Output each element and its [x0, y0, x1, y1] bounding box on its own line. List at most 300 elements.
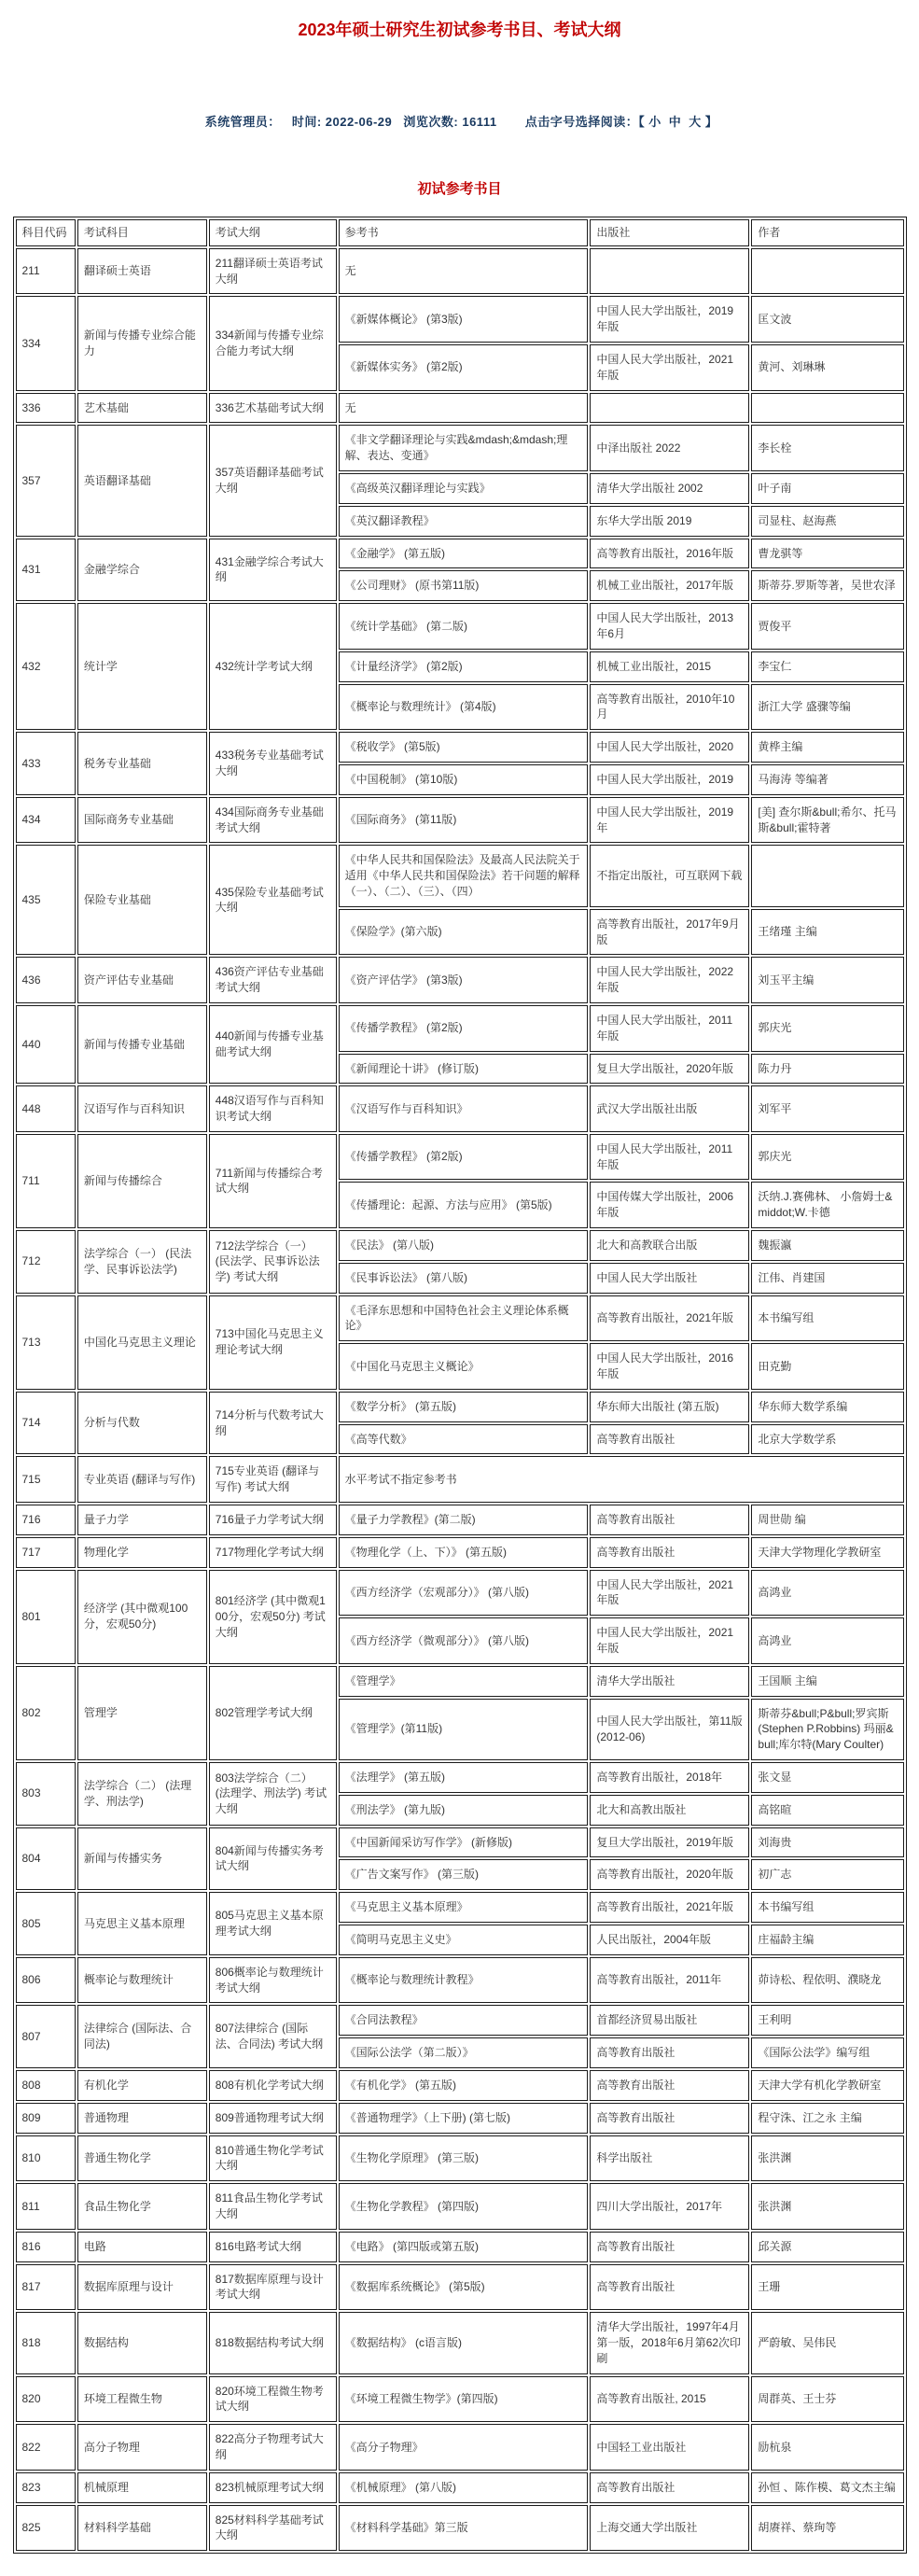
booklist-table-body: [16, 248, 904, 2551]
header-subject-code: 科目代码: [16, 219, 76, 246]
author-cell: 浙江大学 盛骤等编: [751, 684, 903, 731]
publisher-cell: 科学出版社: [590, 2135, 749, 2182]
book-title-cell: 《计量经济学》 (第2版): [339, 651, 589, 682]
subject-code-cell: 334: [16, 296, 76, 390]
font-size-large-link[interactable]: 大: [689, 115, 702, 129]
syllabus-cell: 716量子力学考试大纲: [209, 1505, 337, 1535]
exam-subject-cell: 高分子物理: [77, 2424, 207, 2471]
book-title-cell: 《毛泽东思想和中国特色社会主义理论体系概论》: [339, 1295, 589, 1342]
subject-code-cell: 336: [16, 393, 76, 424]
author-cell: 初广志: [751, 1859, 903, 1890]
table-row: [16, 2183, 904, 2230]
book-title-cell: 《量子力学教程》(第二版): [339, 1505, 589, 1535]
meta-line: [0, 112, 919, 130]
author-cell: 斯蒂芬&bull;P&bull;罗宾斯(Stephen P.Robbins) 玛丽&bull;库尔特(Mary Coulter): [751, 1699, 903, 1760]
syllabus-cell: 440新闻与传播专业基础考试大纲: [209, 1005, 337, 1084]
publisher-cell: 中国轻工业出版社: [590, 2424, 749, 2471]
subject-code-cell: 436: [16, 957, 76, 1003]
syllabus-cell: 822高分子物理考试大纲: [209, 2424, 337, 2471]
publisher-cell: 中国人民大学出版社，第11版(2012-06): [590, 1699, 749, 1760]
exam-subject-cell: 税务专业基础: [77, 732, 207, 795]
table-row: [16, 248, 904, 295]
exam-subject-cell: 汉语写作与百科知识: [77, 1085, 207, 1132]
syllabus-cell: 715专业英语 (翻译与写作) 考试大纲: [209, 1456, 337, 1503]
author-cell: 斯蒂芬.罗斯等著，吴世农泽: [751, 570, 903, 601]
publisher-cell: 高等教育出版社: [590, 2472, 749, 2503]
subject-code-cell: 817: [16, 2264, 76, 2311]
header-syllabus: 考试大纲: [209, 219, 337, 246]
author-cell: 陈力丹: [751, 1054, 903, 1085]
publisher-cell: 北大和高教联合出版: [590, 1230, 749, 1261]
table-row: [16, 2070, 904, 2101]
author-cell: 田克勤: [751, 1343, 903, 1390]
publisher-cell: 华东师大出版社 (第五版): [590, 1392, 749, 1422]
syllabus-cell: 804新闻与传播实务考试大纲: [209, 1827, 337, 1891]
publisher-cell: 机械工业出版社，2015: [590, 651, 749, 682]
author-cell: 叶子南: [751, 473, 903, 504]
exam-subject-cell: 机械原理: [77, 2472, 207, 2503]
subject-code-cell: 823: [16, 2472, 76, 2503]
syllabus-cell: 803法学综合（二） (法理学、刑法学) 考试大纲: [209, 1762, 337, 1826]
subject-code-cell: 716: [16, 1505, 76, 1535]
exam-subject-cell: 普通生物化学: [77, 2135, 207, 2182]
exam-subject-cell: 艺术基础: [77, 393, 207, 424]
exam-subject-cell: 法学综合（一） (民法学、民事诉讼法学): [77, 1230, 207, 1294]
syllabus-cell: 334新闻与传播专业综合能力考试大纲: [209, 296, 337, 390]
font-size-medium-link[interactable]: 中: [668, 115, 682, 129]
exam-subject-cell: 新闻与传播专业综合能力: [77, 296, 207, 390]
table-row: [16, 539, 904, 569]
section-title: 初试参考书目: [417, 181, 502, 197]
author-cell: 王利明: [751, 2005, 903, 2036]
author-cell: 王珊: [751, 2264, 903, 2311]
author-cell: 严蔚敏、吴伟民: [751, 2312, 903, 2373]
book-title-cell: 《概率论与数理统计》 (第4版): [339, 684, 589, 731]
author-cell: 本书编写组: [751, 1295, 903, 1342]
syllabus-cell: 714分析与代数考试大纲: [209, 1392, 337, 1455]
book-title-cell: 《管理学》(第11版): [339, 1699, 589, 1760]
publisher-cell: 中国人民大学出版社，2020: [590, 732, 749, 763]
publisher-cell: 高等教育出版社，2018年: [590, 1762, 749, 1793]
table-row: [16, 1085, 904, 1132]
subject-code-cell: 805: [16, 1892, 76, 1955]
publisher-cell: 高等教育出版社: [590, 2264, 749, 2311]
book-title-cell: 《西方经济学（宏观部分）》 (第八版): [339, 1570, 589, 1617]
book-title-cell: 水平考试不指定参考书: [339, 1456, 904, 1503]
book-title-cell: 《中国税制》 (第10版): [339, 764, 589, 795]
publisher-cell: 中国传媒大学出版社，2006年版: [590, 1182, 749, 1228]
book-title-cell: 《法理学》 (第五版): [339, 1762, 589, 1793]
publisher-cell: [590, 248, 749, 295]
author-cell: 魏振瀛: [751, 1230, 903, 1261]
book-title-cell: 《传播学教程》 (第2版): [339, 1005, 589, 1052]
exam-subject-cell: 电路: [77, 2232, 207, 2262]
exam-subject-cell: 量子力学: [77, 1505, 207, 1535]
table-header-row: [16, 219, 904, 246]
syllabus-cell: 801经济学 (其中微观100分，宏观50分) 考试大纲: [209, 1570, 337, 1664]
book-title-cell: 《普通物理学》（上下册) (第七版): [339, 2103, 589, 2134]
subject-code-cell: 433: [16, 732, 76, 795]
subject-code-cell: 809: [16, 2103, 76, 2134]
exam-subject-cell: 食品生物化学: [77, 2183, 207, 2230]
meta-bracket-close: 】: [704, 115, 718, 129]
syllabus-cell: 806概率论与数理统计考试大纲: [209, 1957, 337, 2004]
subject-code-cell: 801: [16, 1570, 76, 1664]
author-cell: 胡赓祥、蔡珣等: [751, 2505, 903, 2552]
syllabus-cell: 436资产评估专业基础考试大纲: [209, 957, 337, 1003]
book-title-cell: 《机械原理》 (第八版): [339, 2472, 589, 2503]
exam-subject-cell: 物理化学: [77, 1537, 207, 1568]
syllabus-cell: 811食品生物化学考试大纲: [209, 2183, 337, 2230]
author-cell: 天津大学物理化学教研室: [751, 1537, 903, 1568]
exam-subject-cell: 英语翻译基础: [77, 425, 207, 536]
book-title-cell: 《金融学》 (第五版): [339, 539, 589, 569]
book-title-cell: 《高级英汉翻译理论与实践》: [339, 473, 589, 504]
publisher-cell: 高等教育出版社: [590, 1424, 749, 1455]
publisher-cell: 清华大学出版社，1997年4月第一版，2018年6月第62次印刷: [590, 2312, 749, 2373]
publisher-cell: 中国人民大学出版社，2019年版: [590, 296, 749, 343]
publisher-cell: 北大和高教出版社: [590, 1795, 749, 1826]
table-row: [16, 2424, 904, 2471]
syllabus-cell: 433税务专业基础考试大纲: [209, 732, 337, 795]
author-cell: 华东师大数学系编: [751, 1392, 903, 1422]
table-row: [16, 1827, 904, 1858]
subject-code-cell: 357: [16, 425, 76, 536]
book-title-cell: 《简明马克思主义史》: [339, 1925, 589, 1955]
syllabus-cell: 810普通生物化学考试大纲: [209, 2135, 337, 2182]
table-row: [16, 2376, 904, 2423]
author-cell: 沃纳.J.赛佛林、 小詹姆士&middot;W.卡德: [751, 1182, 903, 1228]
publisher-cell: 中国人民大学出版社，2021年版: [590, 1617, 749, 1664]
author-cell: 王国顺 主编: [751, 1666, 903, 1697]
author-cell: 曹龙骐等: [751, 539, 903, 569]
author-cell: 本书编写组: [751, 1892, 903, 1923]
author-cell: 刘海贵: [751, 1827, 903, 1858]
syllabus-cell: 211翻译硕士英语考试大纲: [209, 248, 337, 295]
exam-subject-cell: 材料科学基础: [77, 2505, 207, 2552]
table-row: [16, 425, 904, 471]
author-cell: [美] 查尔斯&bull;希尔、托马斯&bull;霍特著: [751, 797, 903, 844]
publisher-cell: 中国人民大学出版社，2016年版: [590, 1343, 749, 1390]
publisher-cell: 机械工业出版社，2017年版: [590, 570, 749, 601]
author-cell: 《国际公法学》编写组: [751, 2037, 903, 2068]
publisher-cell: 中国人民大学出版社，2021年版: [590, 1570, 749, 1617]
table-row: [16, 732, 904, 763]
meta-font-size-label: 点击字号选择阅读：: [524, 115, 639, 129]
author-cell: 孙恒 、陈作模、葛文杰主编: [751, 2472, 903, 2503]
author-cell: 张洪渊: [751, 2135, 903, 2182]
exam-subject-cell: 专业英语 (翻译与写作): [77, 1456, 207, 1503]
author-cell: 周群英、王士芬: [751, 2376, 903, 2423]
publisher-cell: 中国人民大学出版社，2011年版: [590, 1134, 749, 1181]
publisher-cell: 中国人民大学出版社，2022年版: [590, 957, 749, 1003]
book-title-cell: 《数据结构》 (c语言版): [339, 2312, 589, 2373]
author-cell: 马海涛 等编著: [751, 764, 903, 795]
syllabus-cell: 434国际商务专业基础考试大纲: [209, 797, 337, 844]
syllabus-cell: 357英语翻译基础考试大纲: [209, 425, 337, 536]
exam-subject-cell: 中国化马克思主义理论: [77, 1295, 207, 1390]
table-row: [16, 2505, 904, 2552]
table-row: [16, 296, 904, 343]
publisher-cell: 高等教育出版社: [590, 2037, 749, 2068]
syllabus-cell: 816电路考试大纲: [209, 2232, 337, 2262]
author-cell: [751, 845, 903, 906]
table-row: [16, 1570, 904, 1617]
syllabus-cell: 807法律综合 (国际法、合同法) 考试大纲: [209, 2005, 337, 2068]
book-title-cell: 无: [339, 248, 589, 295]
publisher-cell: 中国人民大学出版社，2019年: [590, 797, 749, 844]
publisher-cell: 高等教育出版社: [590, 1537, 749, 1568]
book-title-cell: 《物理化学（上、下）》 (第五版): [339, 1537, 589, 1568]
book-title-cell: 《汉语写作与百科知识》: [339, 1085, 589, 1132]
book-title-cell: 《公司理财》 (原书第11版): [339, 570, 589, 601]
meta-bracket-open: 【: [638, 115, 646, 129]
syllabus-cell: 802管理学考试大纲: [209, 1666, 337, 1760]
author-cell: 匡文波: [751, 296, 903, 343]
author-cell: 励杭泉: [751, 2424, 903, 2471]
subject-code-cell: 434: [16, 797, 76, 844]
page-title: 2023年硕士研究生初试参考书目、考试大纲: [298, 21, 621, 39]
exam-subject-cell: 法学综合（二） (法理学、刑法学): [77, 1762, 207, 1826]
book-title-cell: 《国际商务》 (第11版): [339, 797, 589, 844]
book-title-cell: 《高等代数》: [339, 1424, 589, 1455]
table-row: [16, 1537, 904, 1568]
subject-code-cell: 440: [16, 1005, 76, 1084]
syllabus-cell: 336艺术基础考试大纲: [209, 393, 337, 424]
exam-subject-cell: 分析与代数: [77, 1392, 207, 1455]
book-title-cell: 《民法》 (第八版): [339, 1230, 589, 1261]
author-cell: 程守洙、江之永 主编: [751, 2103, 903, 2134]
table-row: [16, 2135, 904, 2182]
book-title-cell: 《资产评估学》 (第3版): [339, 957, 589, 1003]
table-row: [16, 603, 904, 650]
book-title-cell: 《国际公法学（第二版）》: [339, 2037, 589, 2068]
exam-subject-cell: 法律综合 (国际法、合同法): [77, 2005, 207, 2068]
author-cell: 茆诗松、程依明、濮晓龙: [751, 1957, 903, 2004]
syllabus-cell: 432统计学考试大纲: [209, 603, 337, 730]
table-row: [16, 393, 904, 424]
subject-code-cell: 431: [16, 539, 76, 602]
exam-subject-cell: 环境工程微生物: [77, 2376, 207, 2423]
subject-code-cell: 820: [16, 2376, 76, 2423]
publisher-cell: 高等教育出版社，2010年10月: [590, 684, 749, 731]
book-title-cell: 《材料科学基础》第三版: [339, 2505, 589, 2552]
publisher-cell: 复旦大学出版社，2020年版: [590, 1054, 749, 1085]
publisher-cell: 首都经济贸易出版社: [590, 2005, 749, 2036]
syllabus-cell: 448汉语写作与百科知识考试大纲: [209, 1085, 337, 1132]
book-title-cell: 《概率论与数理统计教程》: [339, 1957, 589, 2004]
publisher-cell: 武汉大学出版社出版: [590, 1085, 749, 1132]
subject-code-cell: 713: [16, 1295, 76, 1390]
table-row: [16, 1295, 904, 1342]
table-row: [16, 1230, 904, 1261]
syllabus-cell: 809普通物理考试大纲: [209, 2103, 337, 2134]
book-title-cell: 《民事诉讼法》 (第八版): [339, 1263, 589, 1294]
book-title-cell: 《数据库系统概论》 (第5版): [339, 2264, 589, 2311]
publisher-cell: 高等教育出版社，2021年版: [590, 1892, 749, 1923]
subject-code-cell: 811: [16, 2183, 76, 2230]
book-title-cell: 《合同法教程》: [339, 2005, 589, 2036]
author-cell: 李长栓: [751, 425, 903, 471]
book-title-cell: 《传播学教程》 (第2版): [339, 1134, 589, 1181]
table-row: [16, 2472, 904, 2503]
syllabus-cell: 711新闻与传播综合考试大纲: [209, 1134, 337, 1228]
exam-subject-cell: 管理学: [77, 1666, 207, 1760]
author-cell: 贾俊平: [751, 603, 903, 650]
syllabus-cell: 713中国化马克思主义理论考试大纲: [209, 1295, 337, 1390]
publisher-cell: 高等教育出版社: [590, 2232, 749, 2262]
exam-subject-cell: 保险专业基础: [77, 845, 207, 955]
publisher-cell: 高等教育出版社，2021年版: [590, 1295, 749, 1342]
book-title-cell: 《中国新闻采访写作学》 (新修版): [339, 1827, 589, 1858]
syllabus-cell: 808有机化学考试大纲: [209, 2070, 337, 2101]
book-title-cell: 《马克思主义基本原理》: [339, 1892, 589, 1923]
meta-admin-label: 系统管理员：: [204, 115, 281, 129]
book-title-cell: 《保险学》(第六版): [339, 909, 589, 956]
meta-time: 时间: 2022-06-29: [291, 115, 393, 129]
exam-subject-cell: 新闻与传播综合: [77, 1134, 207, 1228]
table-row: [16, 1505, 904, 1535]
subject-code-cell: 816: [16, 2232, 76, 2262]
subject-code-cell: 448: [16, 1085, 76, 1132]
book-title-cell: 《新媒体实务》 (第2版): [339, 344, 589, 391]
book-title-cell: 《中国化马克思主义概论》: [339, 1343, 589, 1390]
subject-code-cell: 715: [16, 1456, 76, 1503]
subject-code-cell: 818: [16, 2312, 76, 2373]
syllabus-cell: 712法学综合（一） (民法学、民事诉讼法学) 考试大纲: [209, 1230, 337, 1294]
book-title-cell: 《管理学》: [339, 1666, 589, 1697]
exam-subject-cell: 国际商务专业基础: [77, 797, 207, 844]
exam-subject-cell: 新闻与传播专业基础: [77, 1005, 207, 1084]
author-cell: 邱关源: [751, 2232, 903, 2262]
exam-subject-cell: 普通物理: [77, 2103, 207, 2134]
meta-views: 浏览次数: 16111: [403, 115, 497, 129]
author-cell: 李宝仁: [751, 651, 903, 682]
book-title-cell: 《有机化学》 (第五版): [339, 2070, 589, 2101]
book-title-cell: 《生物化学教程》 (第四版): [339, 2183, 589, 2230]
publisher-cell: 四川大学出版社，2017年: [590, 2183, 749, 2230]
exam-subject-cell: 有机化学: [77, 2070, 207, 2101]
publisher-cell: 上海交通大学出版社: [590, 2505, 749, 2552]
table-row: [16, 957, 904, 1003]
book-title-cell: 《环境工程微生物学》(第四版): [339, 2376, 589, 2423]
book-title-cell: 《刑法学》 (第九版): [339, 1795, 589, 1826]
subject-code-cell: 711: [16, 1134, 76, 1228]
author-cell: 张洪渊: [751, 2183, 903, 2230]
publisher-cell: 高等教育出版社, 2015: [590, 2376, 749, 2423]
table-row: [16, 797, 904, 844]
exam-subject-cell: 数据结构: [77, 2312, 207, 2373]
table-row: [16, 1005, 904, 1052]
table-row: [16, 2103, 904, 2134]
publisher-cell: 清华大学出版社: [590, 1666, 749, 1697]
author-cell: 司显柱、赵海燕: [751, 506, 903, 537]
exam-subject-cell: 统计学: [77, 603, 207, 730]
subject-code-cell: 806: [16, 1957, 76, 2004]
header-exam-subject: 考试科目: [77, 219, 207, 246]
publisher-cell: 复旦大学出版社，2019年版: [590, 1827, 749, 1858]
subject-code-cell: 712: [16, 1230, 76, 1294]
font-size-small-link[interactable]: 小: [648, 115, 661, 129]
book-title-cell: 《统计学基础》 (第二版): [339, 603, 589, 650]
subject-code-cell: 807: [16, 2005, 76, 2068]
table-row: [16, 1666, 904, 1697]
book-title-cell: 《非文学翻译理论与实践&mdash;&mdash;理解、表达、变通》: [339, 425, 589, 471]
book-title-cell: 《生物化学原理》 (第三版): [339, 2135, 589, 2182]
author-cell: 郭庆光: [751, 1134, 903, 1181]
subject-code-cell: 804: [16, 1827, 76, 1891]
publisher-cell: 中国人民大学出版社，2021年版: [590, 344, 749, 391]
book-title-cell: 无: [339, 393, 589, 424]
subject-code-cell: 808: [16, 2070, 76, 2101]
syllabus-cell: 825材料科学基础考试大纲: [209, 2505, 337, 2552]
author-cell: 刘玉平主编: [751, 957, 903, 1003]
publisher-cell: [590, 393, 749, 424]
table-row: [16, 1456, 904, 1503]
publisher-cell: 人民出版社，2004年版: [590, 1925, 749, 1955]
publisher-cell: 高等教育出版社，2017年9月版: [590, 909, 749, 956]
author-cell: 天津大学有机化学教研室: [751, 2070, 903, 2101]
booklist-table: [13, 217, 907, 2554]
publisher-cell: 高等教育出版社: [590, 2103, 749, 2134]
author-cell: 黄桦主编: [751, 732, 903, 763]
subject-code-cell: 714: [16, 1392, 76, 1455]
table-row: [16, 2005, 904, 2036]
book-title-cell: 《电路》 (第四版或第五版): [339, 2232, 589, 2262]
author-cell: 北京大学数学系: [751, 1424, 903, 1455]
author-cell: [751, 393, 903, 424]
book-title-cell: 《英汉翻译教程》: [339, 506, 589, 537]
exam-subject-cell: 马克思主义基本原理: [77, 1892, 207, 1955]
publisher-cell: 中国人民大学出版社，2019: [590, 764, 749, 795]
subject-code-cell: 822: [16, 2424, 76, 2471]
table-row: [16, 1957, 904, 2004]
publisher-cell: 高等教育出版社，2011年: [590, 1957, 749, 2004]
exam-subject-cell: 数据库原理与设计: [77, 2264, 207, 2311]
syllabus-cell: 717物理化学考试大纲: [209, 1537, 337, 1568]
table-row: [16, 1892, 904, 1923]
publisher-cell: 中泽出版社 2022: [590, 425, 749, 471]
book-title-cell: 《中华人民共和国保险法》及最高人民法院关于适用《中华人民共和国保险法》若干问题的解释（一）、（二）、（三）、（四）: [339, 845, 589, 906]
subject-code-cell: 810: [16, 2135, 76, 2182]
publisher-cell: 不指定出版社，可互联网下载: [590, 845, 749, 906]
publisher-cell: 高等教育出版社，2020年版: [590, 1859, 749, 1890]
author-cell: 刘军平: [751, 1085, 903, 1132]
table-row: [16, 2312, 904, 2373]
subject-code-cell: 802: [16, 1666, 76, 1760]
author-cell: 王绪瑾 主编: [751, 909, 903, 956]
subject-code-cell: 803: [16, 1762, 76, 1826]
table-row: [16, 2264, 904, 2311]
table-row: [16, 1134, 904, 1181]
publisher-cell: 东华大学出版 2019: [590, 506, 749, 537]
book-title-cell: 《新闻理论十讲》 (修订版): [339, 1054, 589, 1085]
publisher-cell: 中国人民大学出版社，2013年6月: [590, 603, 749, 650]
publisher-cell: 高等教育出版社，2016年版: [590, 539, 749, 569]
exam-subject-cell: 资产评估专业基础: [77, 957, 207, 1003]
publisher-cell: 高等教育出版社: [590, 2070, 749, 2101]
subject-code-cell: 211: [16, 248, 76, 295]
header-author: 作者: [751, 219, 903, 246]
header-publisher: 出版社: [590, 219, 749, 246]
author-cell: 周世勋 编: [751, 1505, 903, 1535]
author-cell: 高铭暄: [751, 1795, 903, 1826]
table-row: [16, 2232, 904, 2262]
syllabus-cell: 435保险专业基础考试大纲: [209, 845, 337, 955]
syllabus-cell: 431金融学综合考试大纲: [209, 539, 337, 602]
author-cell: 黄河、刘琳琳: [751, 344, 903, 391]
book-title-cell: 《税收学》 (第5版): [339, 732, 589, 763]
